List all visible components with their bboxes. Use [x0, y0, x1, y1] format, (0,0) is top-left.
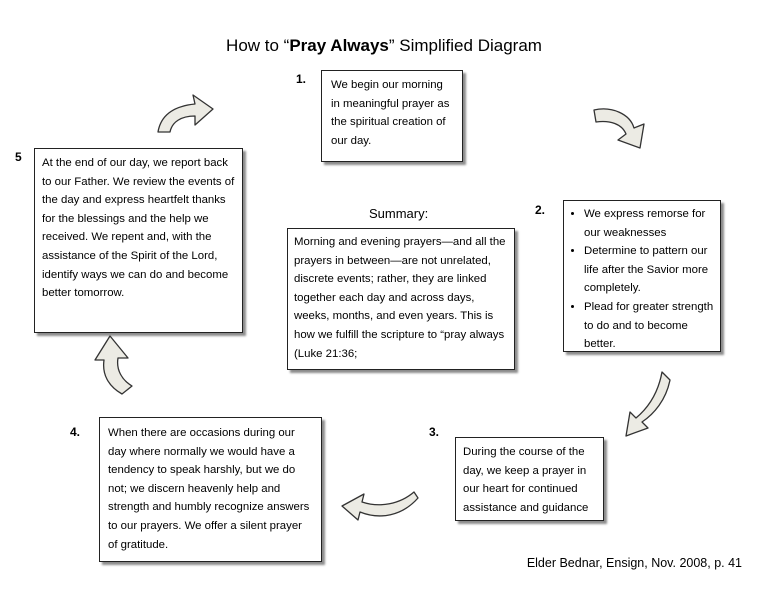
step-2-list [566, 205, 714, 354]
step-2-box [563, 200, 721, 352]
step-3-box [455, 437, 604, 521]
step-5-box [34, 148, 243, 333]
title-prefix: How to “ [226, 36, 290, 55]
step-3-number: 3. [429, 425, 440, 439]
title-suffix: ” Simplified Diagram [388, 36, 542, 55]
step-4-text: When there are occasions during our day where normally we would have a tendency to speak harshly, but we do not; we discern heavenly help and strength and humbly recognize answers to our prayers. We offer a silent prayer of gratitude. [108, 427, 310, 551]
arrow-5-to-1-icon [155, 92, 217, 136]
step-1-text: We begin our morning in meaningful prayer as the spiritual creation of our day. [331, 79, 450, 147]
summary-box [287, 228, 515, 370]
diagram-title [0, 36, 768, 56]
title-emphasis: Pray Always [289, 36, 389, 55]
step-5-number: 5 [15, 150, 22, 164]
step-2-bullet: • We express remorse for our weaknesses [584, 205, 714, 242]
arrow-3-to-4-icon [340, 488, 420, 524]
step-5-text: At the end of our day, we report back to our Father. We review the events of the day and express heartfelt thanks for the blessings and the help we received. We repent and, with the assistance of the Spirit of the Lord, identify ways we can do and become better tomorrow. [42, 157, 235, 300]
arrow-shape [626, 372, 670, 436]
summary-text: Morning and evening prayers—and all the prayers in between—are not unrelated, discrete events; rather, they are linked together each day and across days, weeks, months, and even years. This is how we fulfill the scripture to “pray always (Luke 21:36; [294, 236, 506, 360]
arrow-2-to-3-icon [624, 370, 672, 440]
arrow-4-to-5-icon [92, 334, 134, 396]
citation: Elder Bednar, Ensign, Nov. 2008, p. 41 [526, 556, 742, 570]
step-2-number: 2. [535, 203, 546, 217]
summary-label: Summary: [369, 206, 429, 221]
arrow-shape [95, 336, 132, 394]
step-2-bullet: • Determine to pattern our life after the Savior more completely. [584, 242, 714, 298]
step-3-text: During the course of the day, we keep a prayer in our heart for continued assistance and guidance [463, 446, 589, 514]
arrow-1-to-2-icon [592, 98, 650, 150]
step-2-bullet: • Plead for greater strength to do and to become better. [584, 298, 714, 354]
arrow-shape [342, 492, 418, 520]
arrow-shape [594, 109, 644, 148]
step-1-box [321, 70, 463, 162]
step-4-box [99, 417, 322, 562]
arrow-shape [158, 95, 213, 132]
step-4-number: 4. [70, 425, 81, 439]
step-1-number: 1. [296, 72, 307, 86]
